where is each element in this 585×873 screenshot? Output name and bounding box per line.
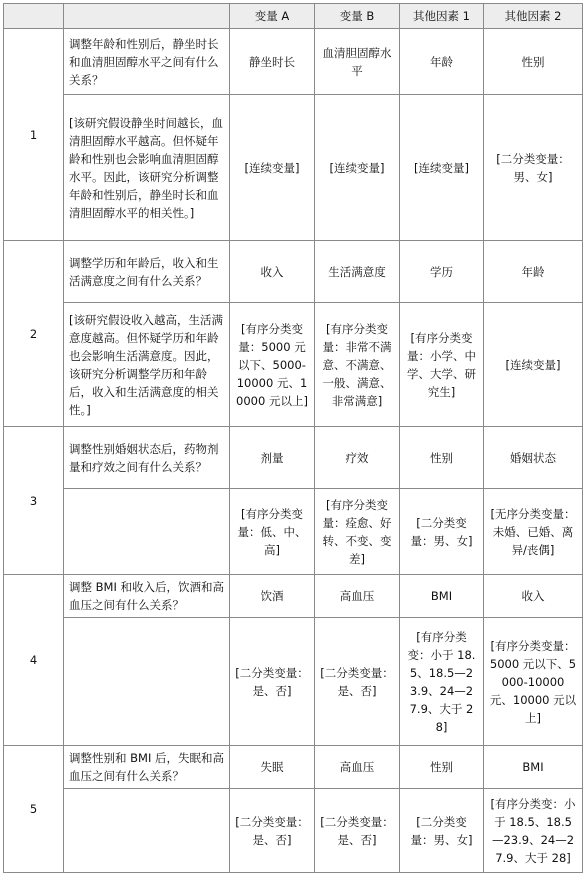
factor-2-type: [有序分类变：小于 18.5、18.5—23.9、24—27.9、大于 28] — [484, 789, 583, 873]
factor-1-type: [二分类变量：男、女] — [400, 489, 484, 575]
variable-a-type: [二分类变量：是、否] — [230, 789, 315, 873]
variable-b-cell: 生活满意度 — [315, 241, 400, 303]
variable-b-cell: 高血压 — [315, 746, 400, 789]
variable-a-type: [连续变量] — [230, 95, 315, 241]
factor-2-type: [二分类变量：男、女] — [484, 95, 583, 241]
question-cell: 调整年龄和性别后，静坐时长和血清胆固醇水平之间有什么关系？ — [64, 29, 230, 95]
explanation-cell — [64, 789, 230, 873]
factor-2-type: [无序分类变量：未婚、已婚、离异/丧偶] — [484, 489, 583, 575]
table-row — [4, 241, 583, 303]
header-cell-variable-a: 变量 A — [230, 4, 315, 29]
header-cell-factor-1: 其他因素 1 — [400, 4, 484, 29]
row-number: 4 — [4, 575, 64, 746]
row-number: 2 — [4, 241, 64, 427]
header-cell-factor-2: 其他因素 2 — [484, 4, 583, 29]
table-row — [4, 746, 583, 789]
question-cell: 调整性别婚姻状态后，药物剂量和疗效之间有什么关系？ — [64, 427, 230, 489]
factor-2-cell: 年龄 — [484, 241, 583, 303]
row-number: 1 — [4, 29, 64, 241]
factor-2-cell: 收入 — [484, 575, 583, 618]
factor-1-cell: BMI — [400, 575, 484, 618]
variable-a-type: [有序分类变量：5000 元以下、5000-10000 元、10000 元以上] — [230, 303, 315, 427]
factor-2-type: [连续变量] — [484, 303, 583, 427]
factor-1-type: [二分类变量：男、女] — [400, 789, 484, 873]
table-row — [4, 29, 583, 95]
explanation-cell — [64, 489, 230, 575]
variable-b-type: [二分类变量：是、否] — [315, 789, 400, 873]
factor-1-type: [连续变量] — [400, 95, 484, 241]
header-cell-variable-b: 变量 B — [315, 4, 400, 29]
variable-a-cell: 饮酒 — [230, 575, 315, 618]
variable-b-cell: 血清胆固醇水平 — [315, 29, 400, 95]
variable-a-cell: 收入 — [230, 241, 315, 303]
variable-b-type: [连续变量] — [315, 95, 400, 241]
row-number: 5 — [4, 746, 64, 873]
factor-2-type: [有序分类变量：5000 元以下、5000-10000 元、10000 元以上] — [484, 618, 583, 746]
factor-1-cell: 学历 — [400, 241, 484, 303]
factor-1-type: [有序分类变量：小学、中学、大学、研究生] — [400, 303, 484, 427]
table-row — [4, 95, 583, 241]
factor-2-cell: 性别 — [484, 29, 583, 95]
question-cell: 调整学历和年龄后，收入和生活满意度之间有什么关系？ — [64, 241, 230, 303]
table-row — [4, 789, 583, 873]
factor-1-cell: 性别 — [400, 427, 484, 489]
table-row — [4, 575, 583, 618]
explanation-cell — [64, 618, 230, 746]
variable-a-type: [有序分类变量：低、中、高] — [230, 489, 315, 575]
table-row — [4, 303, 583, 427]
header-cell-num — [4, 4, 64, 29]
variables-table — [3, 3, 583, 873]
header-cell-question — [64, 4, 230, 29]
table-row — [4, 618, 583, 746]
variable-b-cell: 高血压 — [315, 575, 400, 618]
table-row — [4, 427, 583, 489]
row-number: 3 — [4, 427, 64, 575]
question-cell: 调整性别和 BMI 后，失眠和高血压之间有什么关系？ — [64, 746, 230, 789]
variable-b-type: [二分类变量：是、否] — [315, 618, 400, 746]
table-row — [4, 489, 583, 575]
factor-2-cell: 婚姻状态 — [484, 427, 583, 489]
factor-1-type: [有序分类变：小于 18.5、18.5—23.9、24—27.9、大于 28] — [400, 618, 484, 746]
explanation-cell: [该研究假设静坐时间越长，血清胆固醇水平越高。但怀疑年龄和性别也会影响血清胆固醇水平。因此，该研究分析调整年龄和性别后，静坐时长和血清胆固醇水平的相关性。] — [64, 95, 230, 241]
variable-b-cell: 疗效 — [315, 427, 400, 489]
variable-a-type: [二分类变量：是、否] — [230, 618, 315, 746]
variable-a-cell: 失眠 — [230, 746, 315, 789]
question-cell: 调整 BMI 和收入后，饮酒和高血压之间有什么关系？ — [64, 575, 230, 618]
variable-a-cell: 剂量 — [230, 427, 315, 489]
header-row — [4, 4, 583, 29]
explanation-cell: [该研究假设收入越高，生活满意度越高。但怀疑学历和年龄也会影响生活满意度。因此，该研究分析调整学历和年龄后，收入和生活满意度的相关性。] — [64, 303, 230, 427]
factor-1-cell: 年龄 — [400, 29, 484, 95]
factor-2-cell: BMI — [484, 746, 583, 789]
variable-b-type: [有序分类变量：痊愈、好转、不变、变差] — [315, 489, 400, 575]
variable-a-cell: 静坐时长 — [230, 29, 315, 95]
factor-1-cell: 性别 — [400, 746, 484, 789]
variable-b-type: [有序分类变量：非常不满意、不满意、一般、满意、非常满意] — [315, 303, 400, 427]
